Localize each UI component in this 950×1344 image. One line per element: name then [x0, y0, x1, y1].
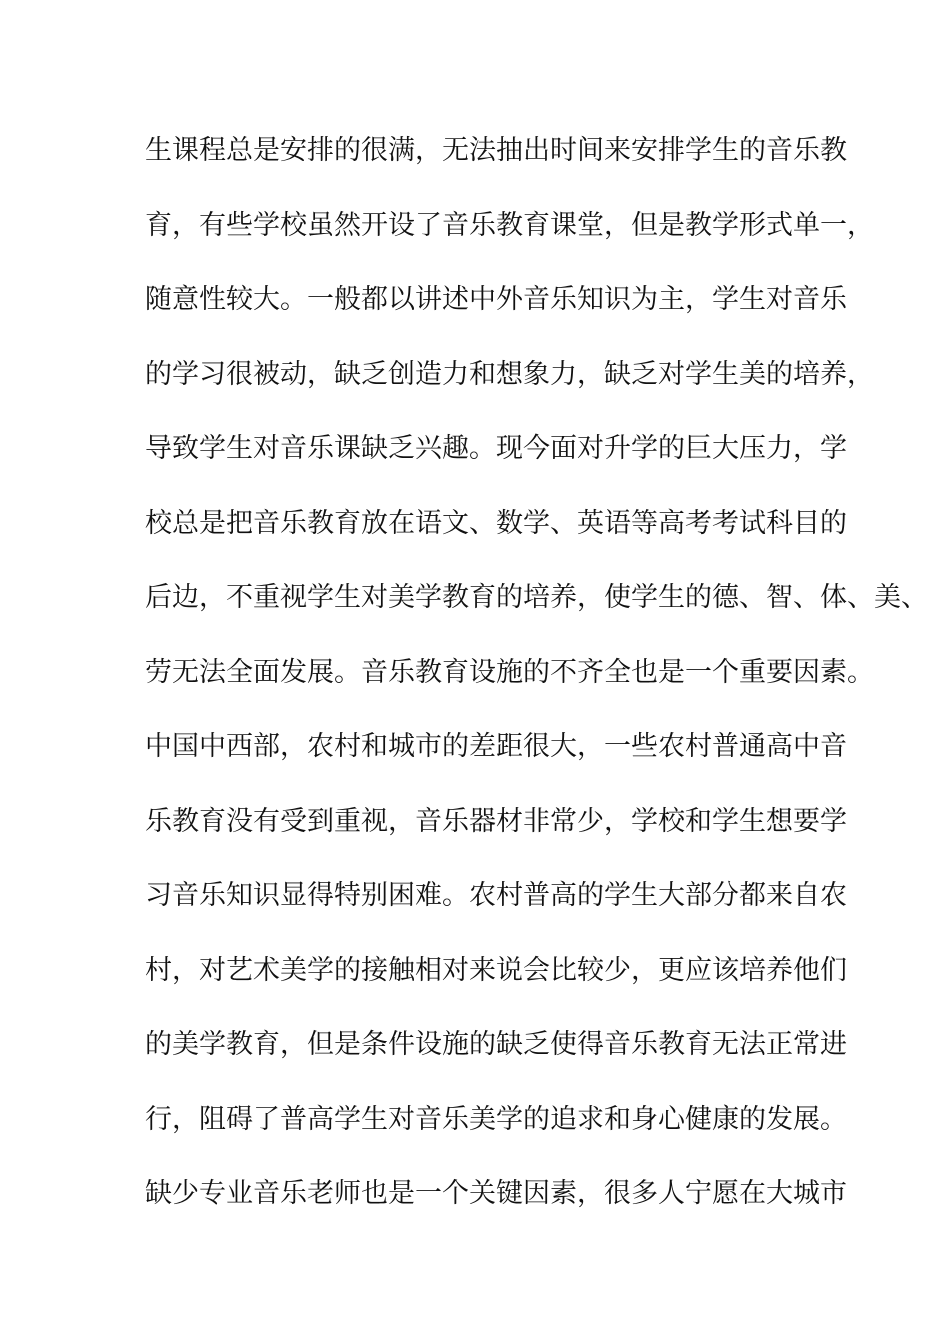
body-text [145, 128, 928, 1246]
text-line: 随意性较大。一般都以讲述中外音乐知识为主，学生对音乐 [145, 284, 847, 315]
text-line: 乐教育没有受到重视，音乐器材非常少，学校和学生想要学 [145, 805, 847, 837]
text-line: 导致学生对音乐课缺乏兴趣。现今面对升学的巨大压力，学 [145, 433, 847, 464]
text-line: 中国中西部，农村和城市的差距很大，一些农村普通高中音 [145, 731, 847, 762]
text-line: 缺少专业音乐老师也是一个关键因素，很多人宁愿在大城市 [145, 1178, 847, 1209]
text-line: 劳无法全面发展。音乐教育设施的不齐全也是一个重要因素。 [145, 656, 874, 688]
text-line: 村，对艺术美学的接触相对来说会比较少，更应该培养他们 [145, 954, 847, 986]
text-line: 习音乐知识显得特别困难。农村普高的学生大部分都来自农 [145, 880, 847, 911]
text-line: 校总是把音乐教育放在语文、数学、英语等高考考试科目的 [145, 507, 847, 539]
text-line: 的学习很被动，缺乏创造力和想象力，缺乏对学生美的培养， [145, 358, 874, 390]
text-line: 生课程总是安排的很满，无法抽出时间来安排学生的音乐教 [145, 135, 847, 166]
text-line: 行，阻碍了普高学生对音乐美学的追求和身心健康的发展。 [145, 1103, 847, 1135]
text-line: 后边，不重视学生对美学教育的培养，使学生的德、智、体、美、 [145, 582, 928, 613]
text-line: 育，有些学校虽然开设了音乐教育课堂，但是教学形式单一， [145, 209, 874, 241]
text-line: 的美学教育，但是条件设施的缺乏使得音乐教育无法正常进 [145, 1029, 847, 1060]
